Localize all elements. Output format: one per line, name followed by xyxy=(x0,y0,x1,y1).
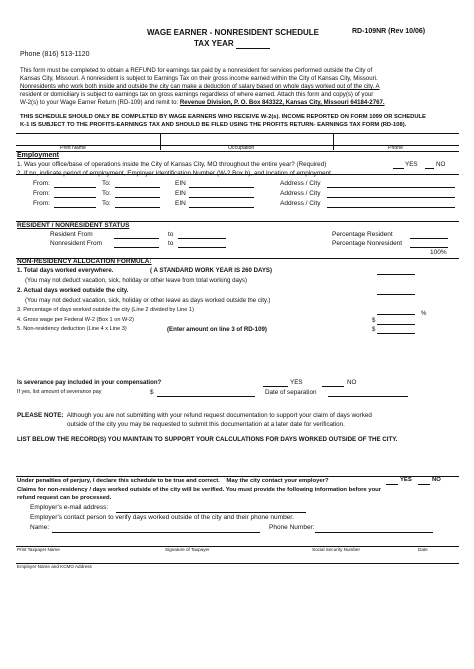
question-1: 1. Was your office/base of operations inside the City of Kansas City, MO throughout the entire year? (Required) xyxy=(17,161,327,168)
severance-question: Is severance pay included in your compensation? xyxy=(17,379,162,386)
q1-no-label: NO xyxy=(436,161,446,168)
formula-heading: NON-RESIDENCY ALLOCATION FORMULA: xyxy=(17,258,152,265)
dollar-sign: $ xyxy=(372,317,376,324)
line-4-field[interactable] xyxy=(377,317,415,325)
intro-line: resident or domiciliary is subject to earnings tax on gross earnings regardless of where earned. Attach this form and copy(s) of your xyxy=(20,91,374,98)
contact-yes-field[interactable] xyxy=(386,477,398,485)
contact-phone-field[interactable] xyxy=(315,524,433,533)
notice-line: THIS SCHEDULE SHOULD ONLY BE COMPLETED BY WAGE EARNERS WHO RECEIVE W-2(s). INCOME REPORTED ON FORM 1099 OR SCHEDULE xyxy=(20,114,426,120)
contact-phone-label: Phone Number: xyxy=(269,524,315,531)
from-label: From: xyxy=(33,180,50,187)
line-5-field[interactable] xyxy=(377,326,415,334)
occupation-label: Occupation xyxy=(228,145,255,151)
intro-line: Nonresidents who work both inside and outside the city can make a deduction of salary based on whole days worked out of the city. A xyxy=(20,83,380,90)
address-field[interactable] xyxy=(327,180,455,188)
line-1-sub: (You may not deduct vacation, sick, holiday or other leave from total working days) xyxy=(25,277,247,284)
intro-line: This form must be completed to obtain a REFUND for earnings tax paid by a nonresident for services performed outside the City of xyxy=(20,67,373,74)
line-5-note: (Enter amount on line 3 of RD-109) xyxy=(167,326,267,333)
records-heading: LIST BELOW THE RECORD(S) YOU MAINTAIN TO SUPPORT YOUR CALCULATIONS FOR DAYS WORKED OUTSIDE OF THE CITY. xyxy=(17,436,398,443)
pct-nonresident-field[interactable] xyxy=(410,240,448,248)
question-2: 2. If no, indicate period of employment, Employer Identification Number (W-2 Box b), and location of employment. xyxy=(17,170,333,177)
from-date-field[interactable] xyxy=(54,180,96,188)
perjury-line: refund request can be processed. xyxy=(17,495,112,501)
address-field[interactable] xyxy=(327,200,455,208)
line-2-sub: (You may not deduct vacation, sick, holiday or other leave as days worked outside the city.) xyxy=(25,297,271,304)
address-label: Address / City xyxy=(280,180,321,187)
remit-address: Revenue Division, P. O. Box 843322, Kansas City, Missouri 64184-2767. xyxy=(179,99,385,106)
from-date-field[interactable] xyxy=(54,200,96,208)
taxpayer-name-field[interactable] xyxy=(16,536,146,546)
resident-to-date[interactable] xyxy=(178,231,226,239)
to-date-field[interactable] xyxy=(115,180,160,188)
occupation-field[interactable] xyxy=(160,133,333,145)
severance-no-label: NO xyxy=(347,379,357,386)
ein-field[interactable] xyxy=(189,200,254,208)
please-note-label: PLEASE NOTE: xyxy=(17,412,64,419)
line-1-note: ( A STANDARD WORK YEAR IS 260 DAYS) xyxy=(150,267,273,274)
please-note-text: outside of the city you may be requested to submit this documentation at a later date for verification. xyxy=(67,421,345,428)
ein-label: EIN xyxy=(175,200,186,207)
employer-contact-label: Employer's contact person to verify days worked outside of the city and their phone number. xyxy=(30,514,294,521)
contact-yes-label: YES xyxy=(400,477,412,483)
from-label: From: xyxy=(33,190,50,197)
severance-amount-label: If yes, list amount of severance pay xyxy=(17,389,102,395)
percent-sign: % xyxy=(421,310,427,317)
line-3-field[interactable] xyxy=(377,307,415,315)
employment-heading: Employment xyxy=(17,152,60,159)
dollar-sign: $ xyxy=(150,389,154,396)
severance-amount-field[interactable] xyxy=(157,389,255,397)
intro-remit: W-2(s) to your Wage Earner Return (RD-109) and remit to: xyxy=(20,99,179,106)
contact-name-field[interactable] xyxy=(52,524,260,533)
nonresident-to-date[interactable] xyxy=(178,240,226,248)
intro-paragraph xyxy=(20,67,460,107)
contact-no-field[interactable] xyxy=(418,477,430,485)
line-1-field[interactable] xyxy=(377,267,415,275)
severance-yes-label: YES xyxy=(290,379,303,386)
from-label: From: xyxy=(33,200,50,207)
print-taxpayer-label: Print Taxpayer Name xyxy=(17,547,60,552)
employer-email-field[interactable] xyxy=(116,504,306,513)
intro-line xyxy=(20,99,460,107)
notice-line: K-1 IS SUBJECT TO THE PROFITS-EARNINGS TAX AND SHOULD BE FILED USING THE PROFITS RETURN- EARNINGS TAX FORM (RD-108). xyxy=(20,122,407,128)
employer-address-field[interactable] xyxy=(16,553,459,563)
date-label: Date xyxy=(418,547,428,552)
to-label: To: xyxy=(102,190,111,197)
resident-from-label: Resident From xyxy=(50,231,93,238)
nonresident-from-date[interactable] xyxy=(114,240,159,248)
line-5-label: 5. Non-residency deduction (Line 4 x Line 3) xyxy=(17,326,127,332)
separation-date-label: Date of separation xyxy=(265,389,317,396)
form-id: RD-109NR (Rev 10/06) xyxy=(352,28,426,35)
to-label: to xyxy=(168,240,174,247)
perjury-declaration: Under penalties of perjury, I declare this schedule to be true and correct. xyxy=(17,478,220,484)
tax-year-label: TAX YEAR xyxy=(194,39,234,48)
please-note xyxy=(17,411,462,429)
line-4-label: 4. Gross wage per Federal W-2 (Box 1 on W-2) xyxy=(17,317,134,323)
address-label: Address / City xyxy=(280,200,321,207)
pct-resident-label: Percentage Resident xyxy=(332,231,393,238)
form-title: WAGE EARNER - NONRESIDENT SCHEDULE xyxy=(147,28,320,37)
contact-question: May the city contact your employer? xyxy=(226,478,329,484)
phone-label: Phone xyxy=(388,145,404,151)
employer-email-label: Employer's e-mail address: xyxy=(30,504,109,511)
status-heading: RESIDENT / NONRESIDENT STATUS xyxy=(17,222,130,229)
employment-periods xyxy=(17,180,457,210)
line-3-label: 3. Percentage of days worked outside the city (Line 2 divided by Line 1) xyxy=(17,307,194,313)
ssn-field[interactable] xyxy=(310,536,405,546)
pct-total: 100% xyxy=(430,249,447,256)
dollar-sign: $ xyxy=(372,326,376,333)
q1-no-field[interactable] xyxy=(425,161,434,169)
intro-line: Kansas City, Missouri. A nonresident is subject to Earnings Tax on their gross income earned within the City of Kansas City, Missouri. xyxy=(20,75,378,82)
date-field[interactable] xyxy=(412,536,459,546)
signature-field[interactable] xyxy=(160,536,300,546)
phone-field[interactable] xyxy=(333,133,459,145)
from-date-field[interactable] xyxy=(54,190,96,198)
separation-date-field[interactable] xyxy=(328,389,408,397)
pct-nonresident-label: Percentage Nonresident xyxy=(332,240,403,247)
print-name-field[interactable] xyxy=(16,133,160,145)
q1-yes-label: YES xyxy=(405,161,418,168)
records-area[interactable] xyxy=(17,448,459,474)
to-label: To: xyxy=(102,200,111,207)
to-date-field[interactable] xyxy=(115,200,160,208)
please-note-line xyxy=(17,411,462,420)
nonresident-from-label: Nonresident From xyxy=(50,240,103,247)
resident-from-date[interactable] xyxy=(114,231,159,239)
contact-name-label: Name: xyxy=(30,524,50,531)
severance-yes-field[interactable] xyxy=(263,379,288,387)
line-1-label: 1. Total days worked everywhere. xyxy=(17,267,114,274)
ssn-label: Social Security Number xyxy=(312,547,360,552)
ein-field[interactable] xyxy=(189,180,254,188)
tax-year-field[interactable] xyxy=(236,39,270,49)
print-name-label: Print Name xyxy=(60,145,86,151)
address-field[interactable] xyxy=(327,190,455,198)
address-label: Address / City xyxy=(280,190,321,197)
perjury-line: Claims for non-residency / days worked outside of the city will be verified. You must provide the following information before your xyxy=(17,486,382,493)
line-2-label: 2. Actual days worked outside the city. xyxy=(17,287,129,294)
ein-label: EIN xyxy=(175,180,186,187)
pct-resident-field[interactable] xyxy=(410,231,448,239)
employer-address-label: Employer Name and KCMO Address xyxy=(17,564,92,569)
to-label: to xyxy=(168,231,174,238)
q1-yes-field[interactable] xyxy=(393,161,404,169)
contact-no-label: NO xyxy=(432,477,441,483)
to-date-field[interactable] xyxy=(115,190,160,198)
w2-notice xyxy=(20,113,465,129)
to-label: To: xyxy=(102,180,111,187)
please-note-text: Although you are not submitting with your refund request documentation to support your claim of days worked xyxy=(66,412,372,419)
signature-label: Signature of Taxpayer xyxy=(165,547,210,552)
line-2-field[interactable] xyxy=(377,287,415,295)
ein-field[interactable] xyxy=(189,190,254,198)
ein-label: EIN xyxy=(175,190,186,197)
severance-no-field[interactable] xyxy=(322,379,344,387)
phone-number: Phone (816) 513-1120 xyxy=(20,51,90,58)
